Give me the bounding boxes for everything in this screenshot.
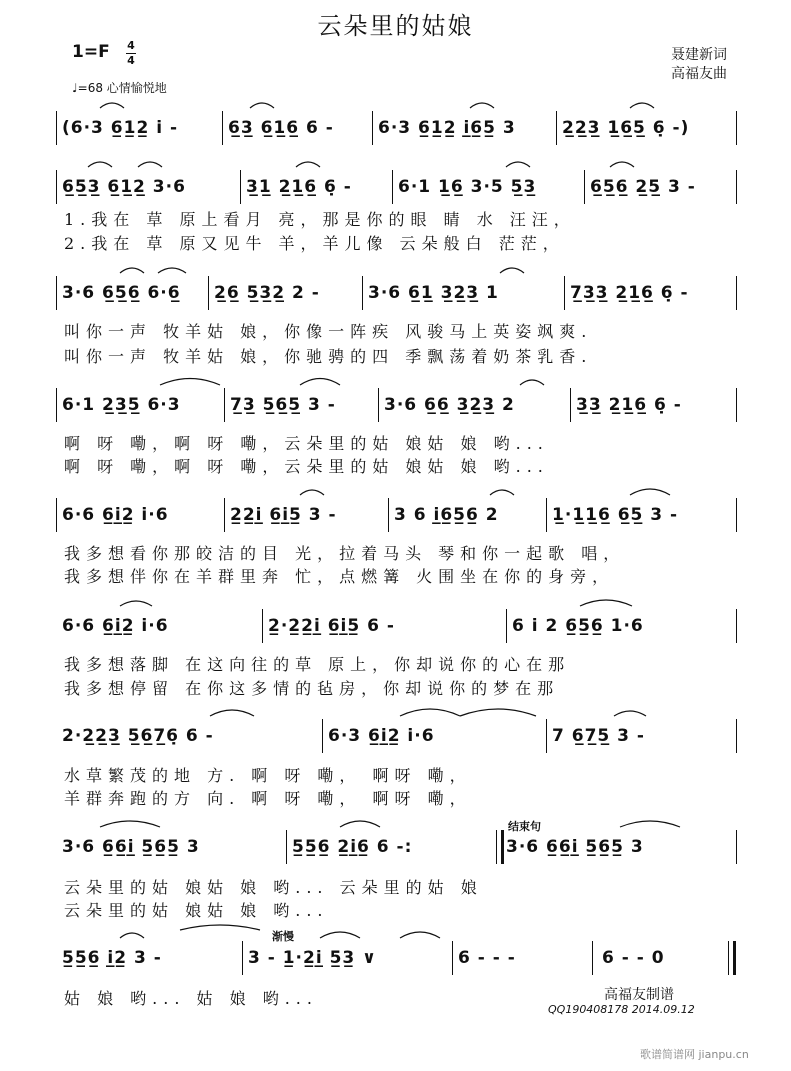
- slur: [630, 103, 654, 108]
- measure: 5̲5̲6̲ 2̲i̲6̲ 6 -:: [292, 837, 413, 857]
- slur: [470, 103, 494, 108]
- site-watermark: 歌谱简谱网 jianpu.cn: [640, 1048, 749, 1061]
- slur: [520, 380, 544, 385]
- measure: 5̲5̲6̲ i̲2̲ 3 -: [62, 948, 162, 968]
- measure: 6·1 1̲6̲ 3·5 5̲3̲: [398, 177, 537, 197]
- slur: [100, 821, 160, 827]
- lyric-verse-2: 2.我在 草 原又见牛 羊，羊儿像 云朵般白 茫茫，: [64, 234, 565, 253]
- measure: 3 - 1̲·2̲i̲ 5̲3̲ ∨: [248, 948, 377, 968]
- transcriber-credit: 高福友制谱: [604, 987, 674, 1003]
- page-title: 云朵里的姑娘: [317, 12, 474, 40]
- score-system-1: [56, 111, 738, 145]
- slur: [400, 932, 440, 938]
- measure: 7 6̲7̲5̲ 3 -: [552, 726, 645, 746]
- lyric-verse-2: 我多想伴你在羊群里奔 忙，点燃篝 火围坐在你的身旁，: [64, 567, 615, 586]
- measure: 2̲6̲ 5̲3̲2̲ 2 -: [214, 283, 320, 303]
- measure: 6 - - 0: [602, 948, 665, 968]
- score-system-2: [56, 170, 738, 204]
- slur: [250, 103, 274, 108]
- lyric-verse-2: 云朵里的姑 娘姑 娘 哟...: [64, 901, 329, 920]
- slur: [210, 710, 254, 716]
- lyric-verse-1: 水草繁茂的地 方. 啊 呀 嘞， 啊呀 嘞，: [64, 766, 472, 785]
- slur: [460, 709, 536, 716]
- lyric-verse-2: 啊 呀 嘞，啊 呀 嘞，云朵里的姑 娘姑 娘 哟...: [64, 457, 549, 476]
- measure: (6·3 6̲1̲2̲ i -: [62, 118, 179, 138]
- rit-label: 渐慢: [272, 930, 294, 943]
- slur: [320, 932, 360, 938]
- measure: 6̲5̲6̲ 2̲5̲ 3 -: [590, 177, 696, 197]
- slur: [138, 162, 162, 167]
- slur: [100, 103, 124, 108]
- slur: [500, 268, 524, 273]
- lyric-verse-1: 我多想看你那皎洁的目 光，拉着马头 琴和你一起歌 唱，: [64, 544, 626, 563]
- slur: [630, 489, 670, 495]
- lyric-verse-1: 啊 呀 嘞，啊 呀 嘞，云朵里的姑 娘姑 娘 哟...: [64, 434, 549, 453]
- time-top: 4: [127, 39, 135, 52]
- composer-credit: 高福友曲: [671, 66, 727, 82]
- ending-label: 结束句: [508, 820, 541, 833]
- score-system-8: [56, 830, 738, 864]
- measure: 7̲3̲3̲ 2̲1̲6̲ 6̣ -: [570, 283, 689, 303]
- measure: 1̲·1̲1̲6̲ 6̲5̲ 3 -: [552, 505, 679, 525]
- tempo-marking: ♩=68 心情愉悦地: [72, 81, 167, 95]
- lyric-verse-1: 我多想落脚 在这向往的草 原上，你却说你的心在那: [64, 655, 571, 674]
- slur: [120, 601, 152, 606]
- score-system-6: [56, 609, 738, 643]
- measure: 3·6 6̲6̲i̲ 5̲6̲5̲ 3: [62, 837, 200, 857]
- score-system-9: [56, 941, 738, 975]
- slur: [88, 162, 112, 167]
- measure: 2̲2̲3̲ 1̲6̲5̲ 6̣ -): [562, 118, 690, 138]
- measure: 6·6 6̲i̲2̲ i·6: [62, 505, 169, 525]
- slur: [580, 600, 632, 606]
- measure: 3̲3̲ 2̲1̲6̲ 6̣ -: [576, 395, 682, 415]
- slur: [340, 821, 380, 827]
- lyric-verse-2: 叫你一声 牧羊姑 娘，你驰骋的四 季飘荡着奶茶乳香.: [64, 347, 593, 366]
- measure: 6·3 6̲1̲2̲ i̲6̲5̲ 3: [378, 118, 516, 138]
- measure: 3 6 i̲6̲5̲6̲ 2: [394, 505, 499, 525]
- slur: [614, 711, 646, 716]
- measure: 3·6 6̲6̲ 3̲2̲3̲ 2: [384, 395, 515, 415]
- slur: [400, 709, 460, 716]
- lyric-verse-1: 1.我在 草 原上看月 亮，那是你的眼 睛 水 汪汪，: [64, 210, 576, 229]
- lyric-verse-final: 姑 娘 哟... 姑 娘 哟...: [64, 989, 318, 1008]
- slur: [180, 925, 260, 930]
- score-system-4: [56, 388, 738, 422]
- key-signature: 1=F: [72, 42, 110, 62]
- time-signature: [126, 40, 136, 67]
- slur: [300, 379, 340, 386]
- measure: 7̲3̲ 5̲6̲5̲ 3 -: [230, 395, 336, 415]
- slur: [620, 821, 680, 827]
- measure: 6·1 2̲3̲5̲ 6·3: [62, 395, 181, 415]
- measure: 6·3 6̲i̲2̲ i·6: [328, 726, 435, 746]
- slur: [120, 268, 144, 273]
- measure: 6̲3̲ 6̲1̲6̲ 6 -: [228, 118, 334, 138]
- measure: 2̲·2̲2̲i̲ 6̲i̲5̲ 6 -: [268, 616, 395, 636]
- slur: [300, 490, 324, 495]
- measure: 3·6 6̲6̲i̲ 5̲6̲5̲ 3: [506, 837, 644, 857]
- measure: 2̲2̲i̲ 6̲i̲5̲ 3 -: [230, 505, 337, 525]
- time-bottom: 4: [127, 54, 135, 67]
- measure: 3̲1̲ 2̲1̲6̲ 6̣ -: [246, 177, 352, 197]
- slur: [158, 268, 186, 273]
- score-system-3: [56, 276, 738, 310]
- measure: 6̲5̲3̲ 6̲1̲2̲ 3·6: [62, 177, 186, 197]
- measure: 6·6 6̲i̲2̲ i·6: [62, 616, 169, 636]
- slur: [296, 162, 320, 167]
- measure: 2·2̲2̲3̲ 5̲6̲7̲6̣ 6 -: [62, 726, 214, 746]
- lyricist-credit: 聂建新词: [671, 47, 727, 63]
- slur: [610, 162, 634, 167]
- score-system-7: [56, 719, 738, 753]
- slur: [160, 379, 220, 386]
- measure: 3·6 6̲5̲6̲ 6·6̲: [62, 283, 181, 303]
- measure: 6 - - -: [458, 948, 516, 968]
- slur: [506, 162, 530, 167]
- contact-date: QQ190408178 2014.09.12: [548, 1003, 695, 1016]
- lyric-verse-2: 我多想停留 在你这多情的毡房，你却说你的梦在那: [64, 679, 560, 698]
- measure: 3·6 6̲1̲ 3̲2̲3̲ 1: [368, 283, 499, 303]
- lyric-verse-1: 叫你一声 牧羊姑 娘，你像一阵疾 风骏马上英姿飒爽.: [64, 322, 593, 341]
- lyric-verse-2: 羊群奔跑的方 向. 啊 呀 嘞， 啊呀 嘞，: [64, 789, 472, 808]
- measure: 6 i 2 6̲5̲6̲ 1·6: [512, 616, 644, 636]
- slur: [490, 490, 514, 495]
- slur: [120, 933, 144, 938]
- score-system-5: [56, 498, 738, 532]
- lyric-verse-1: 云朵里的姑 娘姑 娘 哟... 云朵里的姑 娘: [64, 878, 483, 897]
